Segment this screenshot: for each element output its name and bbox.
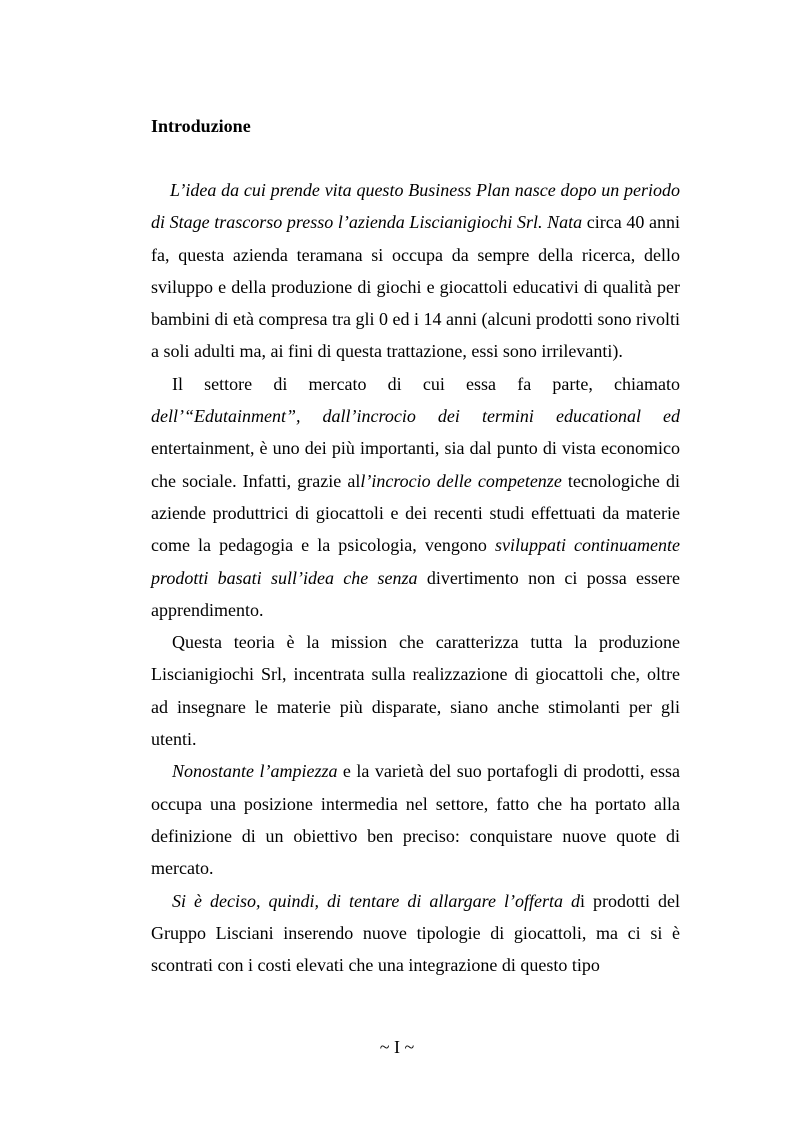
text-run: divertimento non ci possa essere apprendimento. bbox=[151, 567, 680, 620]
text-run: e la varietà del suo portafogli di prodotti, essa occupa una posizione intermedia nel settore, fatto che ha portato alla definizione di un obiettivo ben preciso: conquistare nuove quote di mercato. bbox=[151, 761, 681, 879]
paragraph bbox=[151, 755, 680, 884]
paragraph bbox=[151, 885, 680, 982]
text-run: circa 40 anni fa, questa azienda teramana si occupa da sempre della ricerca, dello sviluppo e della produzione di giochi e giocattoli educativi di qualità per bambini di età compresa tra gli 0 ed i 14 anni (alcuni prodotti sono rivolti a soli adulti ma, ai fini di questa trattazione, essi sono irrilevanti). bbox=[151, 212, 681, 362]
text-run: tecnologiche di aziende produttrici di giocattoli e dei recenti studi effettuati da materie come la pedagogia e la psicologia, vengono bbox=[151, 470, 680, 556]
italic-text-run: Nonostante l’ampiezza bbox=[172, 761, 338, 782]
section-heading: Introduzione bbox=[151, 116, 251, 136]
text-run: Il settore di mercato di cui essa fa parte, chiamato bbox=[172, 373, 680, 394]
italic-text-run: dell’“Edutainment”, dall’incrocio dei termini educational ed bbox=[151, 406, 680, 427]
paragraph bbox=[151, 368, 680, 626]
paragraph bbox=[151, 626, 680, 755]
italic-text-run: sviluppati continuamente prodotti basati sull’idea che senza bbox=[151, 535, 680, 588]
page-number: ~ I ~ bbox=[379, 1037, 415, 1057]
text-run: entertainment, è uno dei più importanti, sia dal punto di vista economico che sociale. Infatti, grazie al bbox=[151, 438, 680, 491]
body-text bbox=[151, 174, 680, 981]
paragraph bbox=[151, 174, 680, 368]
italic-text-run: Si è deciso, quindi, di tentare di allargare l’offerta d bbox=[172, 890, 580, 911]
text-run: i prodotti del Gruppo Lisciani inserendo nuove tipologie di giocattoli, ma ci si è scontrati con i costi elevati che una integrazione di questo tipo bbox=[151, 890, 680, 976]
italic-text-run: l’incrocio delle competenze bbox=[360, 470, 562, 491]
italic-text-run: L’idea da cui prende vita questo Business Plan nasce dopo un periodo di Stage trascorso presso l’azienda Liscianigiochi Srl. Nata bbox=[151, 180, 680, 233]
text-run: Questa teoria è la mission che caratterizza tutta la produzione Liscianigiochi Srl, incentrata sulla realizzazione di giocattoli che, oltre ad insegnare le materie più disparate, siano anche stimolanti per gli utenti. bbox=[151, 632, 680, 750]
